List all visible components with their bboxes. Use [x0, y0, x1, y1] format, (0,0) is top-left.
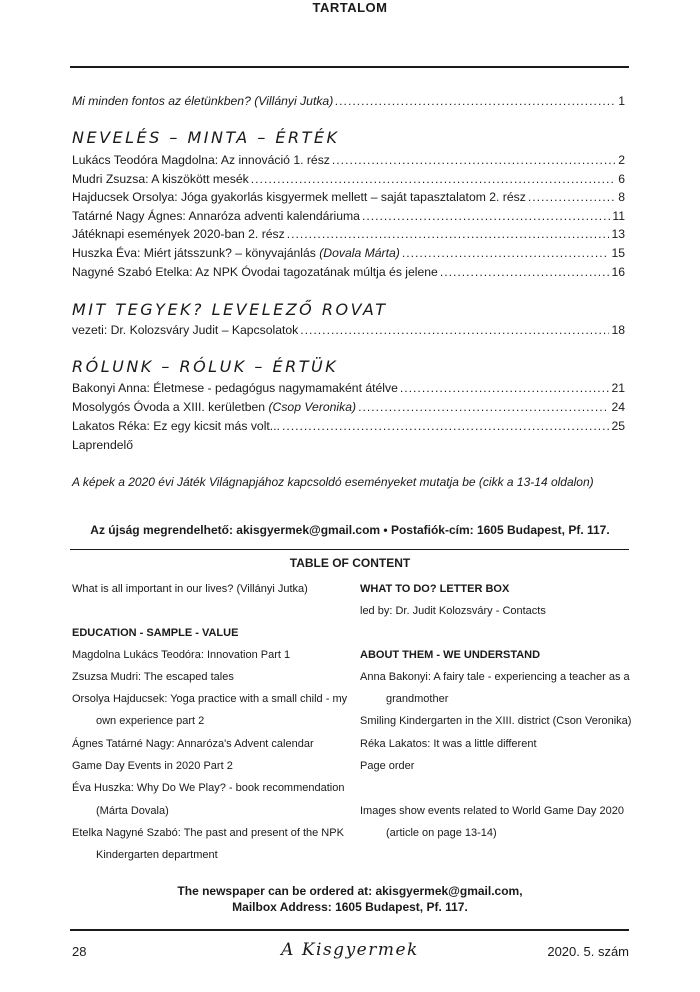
footer-divider: [70, 929, 629, 931]
toc-entry: [72, 323, 625, 337]
photo-note: A képek a 2020 évi Játék Világnapjához kapcsoldó eseményeket mutatja be (cikk a 13-14 oldalon): [72, 475, 594, 489]
toc-entry: [72, 246, 625, 260]
page-header-title: TARTALOM: [312, 0, 388, 15]
toc-leader: [402, 246, 610, 260]
toc-entry: [72, 209, 625, 223]
toc-entry-page: 6: [618, 172, 625, 186]
toc-entry-title: Tatárné Nagy Ágnes: Annaróza adventi kalendáriuma: [72, 209, 360, 223]
toc-entry-title: Lukács Teodóra Magdolna: Az innováció 1. rész: [72, 153, 330, 167]
en-section-heading: WHAT TO DO? LETTER BOX: [360, 583, 510, 595]
toc-entry-page: 21: [611, 381, 625, 395]
en-left-item: Éva Huszka: Why Do We Play? - book recommendation: [72, 782, 345, 794]
toc-entry: [72, 227, 625, 241]
toc-entry-text: Mosolygós Óvoda a XIII. kerületben: [72, 400, 266, 414]
toc-leader: [362, 209, 610, 223]
english-toc-title: TABLE OF CONTENT: [289, 556, 411, 570]
en-left-item: What is all important in our lives? (Villányi Jutka): [72, 583, 308, 595]
toc-entry-page: 13: [611, 227, 625, 241]
toc-leader: [251, 172, 616, 186]
toc-entry-laprendelo: Laprendelő: [72, 438, 133, 452]
toc-entry: [72, 172, 625, 186]
toc-entry-text: Huszka Éva: Miért játsszunk? – könyvajánlás: [72, 246, 316, 260]
en-left-item: Zsuzsa Mudri: The escaped tales: [72, 671, 234, 683]
en-section-heading: ABOUT THEM - WE UNDERSTAND: [360, 649, 541, 661]
toc-entry: [72, 190, 625, 204]
header-divider: [70, 66, 629, 68]
issue-number: 2020. 5. szám: [547, 944, 629, 959]
toc-leader: [358, 400, 609, 414]
toc-entry-title: Bakonyi Anna: Életmese - pedagógus nagymamaként átélve: [72, 381, 398, 395]
toc-entry-page: 1: [618, 94, 625, 108]
toc-entry-page: 18: [611, 323, 625, 337]
order-info: Az újság megrendelhető: akisgyermek@gmail.com • Postafiók-cím: 1605 Budapest, Pf. 117.: [90, 523, 610, 537]
english-divider: [70, 549, 629, 550]
en-left-item: Orsolya Hajducsek: Yoga practice with a small child - my: [72, 693, 348, 705]
toc-leader: [528, 190, 616, 204]
en-left-item-cont: (Márta Dovala): [96, 805, 169, 817]
toc-entry-title: [72, 246, 400, 260]
toc-entry-title: Lakatos Réka: Ez egy kicsit más volt...: [72, 419, 280, 433]
toc-entry: [72, 381, 625, 395]
toc-entry-title: Nagyné Szabó Etelka: Az NPK Óvodai tagozatának múltja és jelene: [72, 265, 438, 279]
en-section-heading: EDUCATION - SAMPLE - VALUE: [72, 627, 239, 639]
en-order-line-2: Mailbox Address: 1605 Budapest, Pf. 117.: [232, 900, 468, 914]
toc-entry-page: 2: [618, 153, 625, 167]
toc-leader: [335, 94, 616, 108]
toc-entry-page: 24: [611, 400, 625, 414]
page-number: 28: [72, 944, 87, 959]
en-left-item: Game Day Events in 2020 Part 2: [72, 760, 233, 772]
en-right-item-cont: grandmother: [386, 693, 449, 705]
en-left-item: Magdolna Lukács Teodóra: Innovation Part 1: [72, 649, 291, 661]
toc-entry: [72, 153, 625, 167]
en-right-item: Images show events related to World Game Day 2020: [360, 805, 624, 817]
en-right-item: Anna Bakonyi: A fairy tale - experiencing a teacher as a: [360, 671, 630, 683]
toc-entry-page: 16: [611, 265, 625, 279]
toc-entry-title: Játéknapi események 2020-ban 2. rész: [72, 227, 285, 241]
toc-entry: [72, 400, 625, 414]
toc-entry-author: (Csop Veronika): [268, 400, 357, 414]
toc-entry-page: 25: [611, 419, 625, 433]
magazine-name: A Kisgyermek: [281, 940, 419, 960]
en-right-item-cont: (article on page 13-14): [386, 827, 497, 839]
toc-entry-page: 8: [618, 190, 625, 204]
en-left-item-cont: Kindergarten department: [96, 849, 218, 861]
toc-entry-intro: [72, 94, 625, 108]
toc-entry: [72, 419, 625, 433]
en-right-item: Page order: [360, 760, 415, 772]
en-order-line-1: The newspaper can be ordered at: akisgyermek@gmail.com,: [177, 884, 523, 898]
toc-entry-title: Mi minden fontos az életünkben? (Villányi Jutka): [72, 94, 334, 108]
toc-leader: [287, 227, 610, 241]
toc-entry: [72, 265, 625, 279]
toc-leader: [282, 419, 609, 433]
toc-leader: [440, 265, 610, 279]
section-title-levelezo-rovat: MIT TEGYEK? LEVELEZŐ ROVAT: [72, 300, 388, 319]
toc-entry-author: (Dovala Márta): [319, 246, 400, 260]
toc-leader: [400, 381, 610, 395]
en-right-item: Réka Lakatos: It was a little different: [360, 738, 537, 750]
toc-entry-page: 11: [612, 209, 625, 223]
toc-leader: [300, 323, 609, 337]
toc-entry-title: Mudri Zsuzsa: A kiszökött mesék: [72, 172, 249, 186]
en-left-item-cont: own experience part 2: [96, 715, 205, 727]
en-right-item: Smiling Kindergarten in the XIII. district (Cson Veronika): [360, 715, 632, 727]
en-right-item: led by: Dr. Judit Kolozsváry - Contacts: [360, 605, 546, 617]
toc-leader: [332, 153, 616, 167]
toc-entry-title: Hajducsek Orsolya: Jóga gyakorlás kisgyermek mellett – saját tapasztalatom 2. rész: [72, 190, 526, 204]
section-title-neveles: NEVELÉS – MINTA – ÉRTÉK: [72, 128, 340, 147]
en-left-item: Etelka Nagyné Szabó: The past and present of the NPK: [72, 827, 344, 839]
toc-entry-page: 15: [611, 246, 625, 260]
toc-entry-title: vezeti: Dr. Kolozsváry Judit – Kapcsolatok: [72, 323, 299, 337]
section-title-rolunk: RÓLUNK – RÓLUK – ÉRTÜK: [72, 357, 339, 376]
toc-entry-title: [72, 400, 356, 414]
en-left-item: Ágnes Tatárné Nagy: Annaróza's Advent calendar: [72, 738, 314, 750]
